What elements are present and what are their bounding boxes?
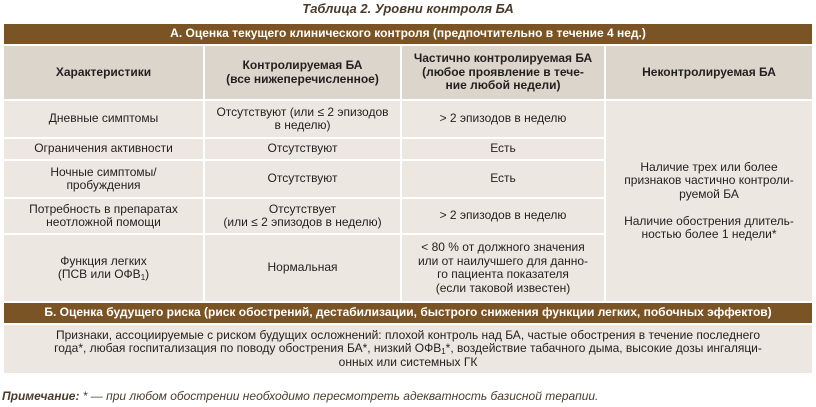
row-lung-function-controlled: Нормальная	[205, 235, 400, 301]
header-characteristics: Характеристики	[4, 46, 203, 99]
asthma-control-table	[2, 22, 814, 383]
footnote-text: * — при любом обострении необходимо пересмотреть адекватность базисной терапии.	[79, 389, 599, 403]
row-night-symptoms-label: Ночные симптомы/ пробуждения	[4, 161, 203, 197]
row-night-symptoms-controlled: Отсутствуют	[205, 161, 400, 197]
row-activity-limits-partial: Есть	[402, 139, 604, 159]
header-uncontrolled: Неконтролируемая БА	[606, 46, 812, 99]
section-a-header: А. Оценка текущего клинического контроля (предпочтительно в течение 4 нед.)	[4, 24, 812, 44]
row-day-symptoms-controlled: Отсутствуют (или ≤ 2 эпизодов в неделю)	[205, 101, 400, 137]
future-risk-description: Признаки, ассоциируемые с риском будущих осложнений: плохой контроль над БА, частые обострения в течение последнего года*, любая госпитализация по поводу обострения БА*, низкий $ОФВ_1*$, воздействие табачного дыма, высокие дозы ингаляци- онных или системных ГК	[4, 325, 812, 373]
row-lung-function-label: Функция легких (ПСВ или $ОФВ_1$)	[4, 235, 203, 301]
row-activity-limits-label: Ограничения активности	[4, 139, 203, 159]
row-day-symptoms-partial: > 2 эпизодов в неделю	[402, 101, 604, 137]
header-controlled: Контролируемая БА (все нижеперечисленное)	[205, 46, 400, 99]
row-night-symptoms-partial: Есть	[402, 161, 604, 197]
row-day-symptoms-label: Дневные симптомы	[4, 101, 203, 137]
table-footnote	[2, 387, 814, 405]
row-lung-function-partial: < 80 % от должного значения или от наилучшего для данно- го пациента показателя (если таковой известен)	[402, 235, 604, 301]
row-rescue-need-controlled: Отсутствует (или ≤ 2 эпизодов в неделю)	[205, 199, 400, 233]
row-activity-limits-controlled: Отсутствуют	[205, 139, 400, 159]
row-rescue-need-partial: > 2 эпизодов в неделю	[402, 199, 604, 233]
table-caption: Таблица 2. Уровни контроля БА	[302, 1, 514, 16]
row-rescue-need-label: Потребность в препаратах неотложной помощи	[4, 199, 203, 233]
section-b-header: Б. Оценка будущего риска (риск обострений, дестабилизации, быстрого снижения функции легких, побочных эффектов)	[4, 303, 812, 323]
header-partially-controlled: Частично контролируемая БА (любое проявление в тече- ние любой недели)	[402, 46, 604, 99]
uncontrolled-criteria: Наличие трех или более признаков частично контроли- руемой БА Наличие обострения длитель- ностью более 1 недели*	[606, 101, 812, 301]
footnote-label: Примечание:	[2, 389, 80, 403]
